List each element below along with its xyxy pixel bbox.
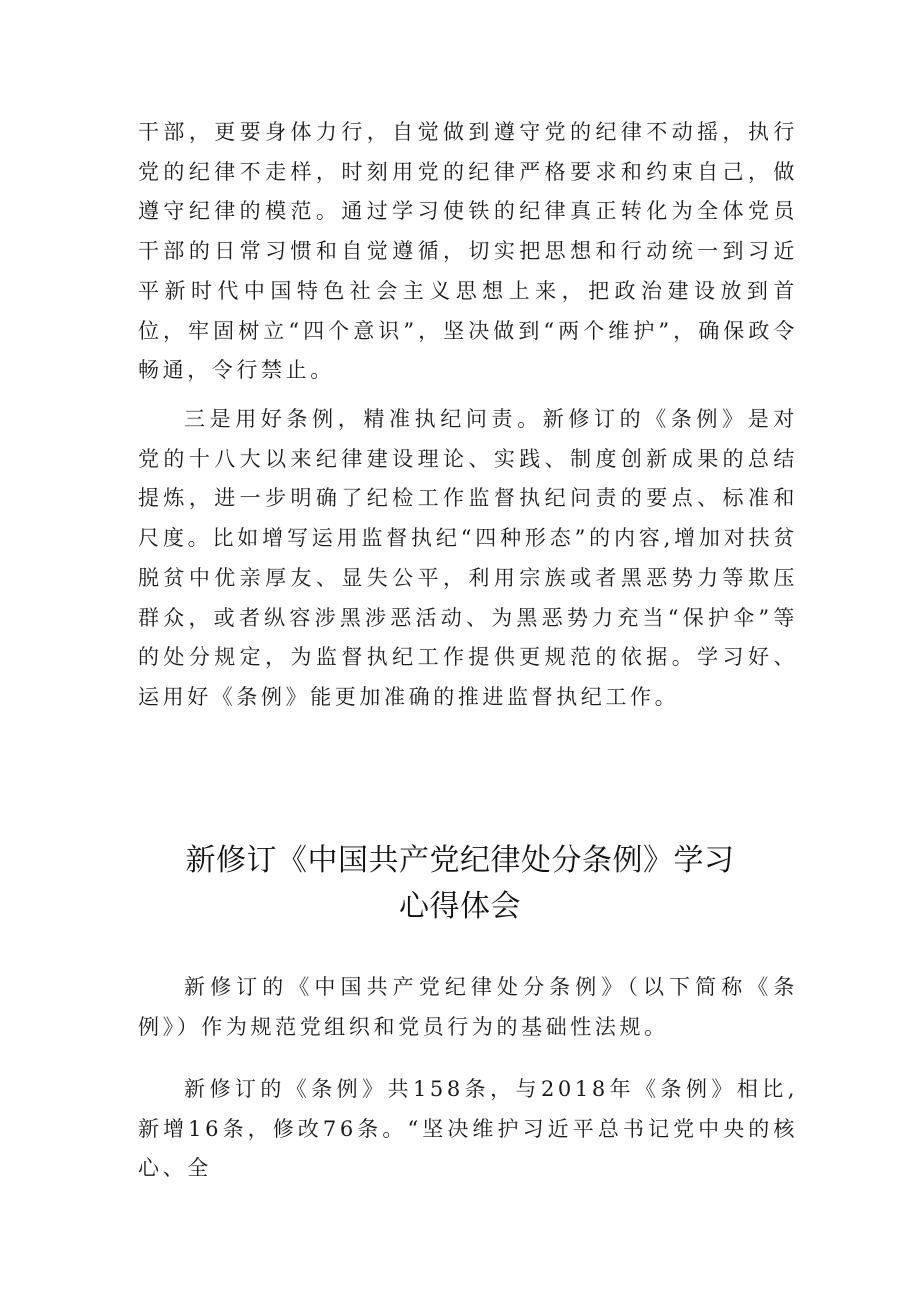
- article-title-line-2: 心得体会: [399, 889, 521, 924]
- article-title: [100, 838, 820, 930]
- article-title-line-1: 新修订《中国共产党纪律处分条例》学习: [185, 843, 735, 878]
- paragraph-intro: 新修订的《中国共产党纪律处分条例》（以下简称《条例》）作为规范党组织和党员行为的基础性法规。: [138, 975, 798, 1039]
- paragraph-articles-count: 新修订的《条例》共158条，与2018年《条例》相比,新增16条，修改76条。“坚决维护习近平总书记党中央的核心、全: [138, 1077, 798, 1181]
- paragraph-use-regulations: 三是用好条例，精准执纪问责。新修订的《条例》是对党的十八大以来纪律建设理论、实践、制度创新成果的总结提炼，进一步明确了纪检工作监督执纪问责的要点、标准和尺度。比如增写运用监督执纪“四种形态”的内容,增加对扶贫脱贫中优亲厚友、显失公平，利用宗族或者黑恶势力等欺压群众，或者纵容涉黑涉恶活动、为黑恶势力充当“保护伞”等的处分规定，为监督执纪工作提供更规范的依据。学习好、运用好《条例》能更加准确的推进监督执纪工作。: [138, 407, 798, 709]
- paragraph-continued: 干部，更要身体力行，自觉做到遵守党的纪律不动摇，执行党的纪律不走样，时刻用党的纪律严格要求和约束自己，做遵守纪律的模范。通过学习使铁的纪律真正转化为全体党员干部的日常习惯和自觉遵循，切实把思想和行动统一到习近平新时代中国特色社会主义思想上来，把政治建设放到首位，牢固树立“四个意识”，坚决做到“两个维护”，确保政令畅通，令行禁止。: [138, 120, 798, 383]
